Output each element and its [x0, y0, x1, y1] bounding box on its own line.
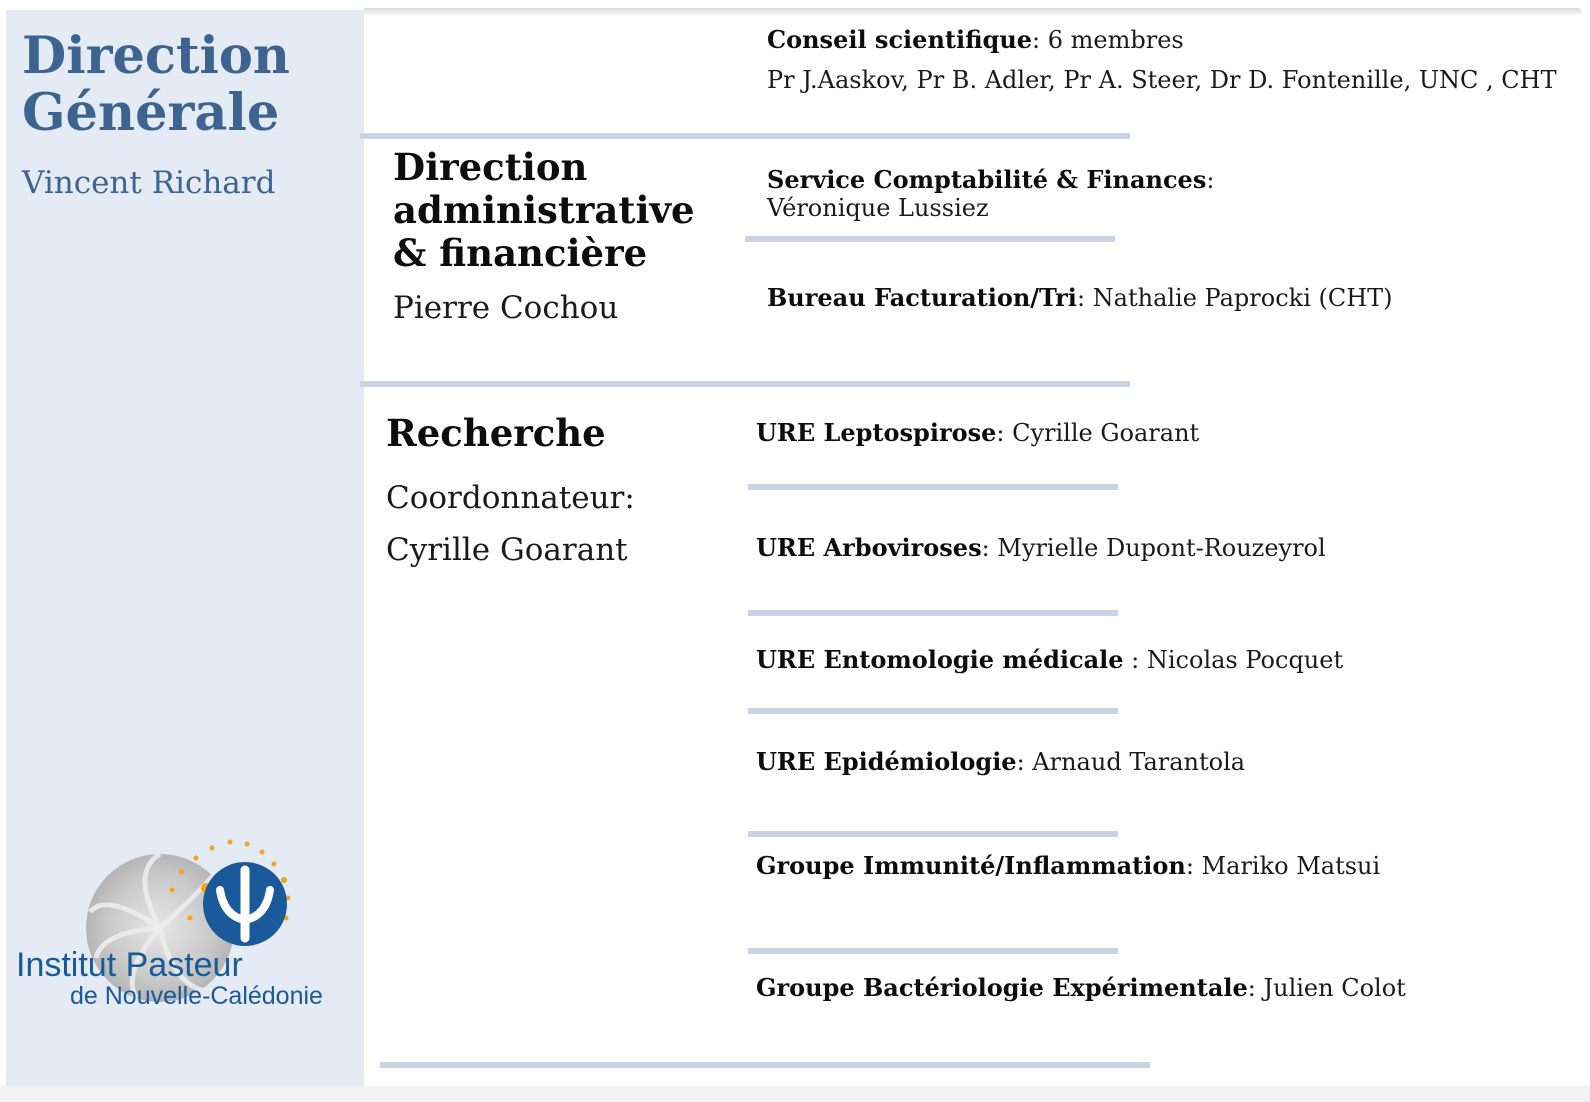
research-unit-label: Groupe Immunité/Inflammation — [756, 851, 1186, 880]
research-unit-value: : Nicolas Pocquet — [1123, 646, 1344, 674]
daf-title: Direction administrative & financière — [393, 145, 695, 275]
research-unit-label: URE Arboviroses — [756, 533, 982, 562]
research-unit-label: Groupe Bactériologie Expérimentale — [756, 973, 1248, 1002]
conseil-members: Pr J.Aaskov, Pr B. Adler, Pr A. Steer, Dr D. Fontenille, UNC , CHT — [767, 66, 1557, 94]
institut-pasteur-logo-mark — [12, 832, 352, 1022]
daf-item-label: Bureau Facturation/Tri — [767, 283, 1077, 312]
research-unit-value: : Julien Colot — [1247, 974, 1406, 1002]
conseil-scientifique — [767, 26, 1184, 54]
recherche-title: Recherche — [386, 411, 606, 455]
divider-bottom — [380, 1062, 1150, 1068]
research-unit-value: : Arnaud Tarantola — [1016, 748, 1246, 776]
divider-unit — [748, 610, 1118, 616]
header-shadow — [362, 8, 1582, 16]
research-unit — [756, 748, 1245, 776]
divider-unit — [748, 484, 1118, 490]
research-unit-label: URE Entomologie médicale — [756, 645, 1124, 674]
research-unit — [756, 974, 1406, 1002]
research-unit — [756, 534, 1326, 562]
daf-item-value: : Véronique Lussiez — [767, 166, 1215, 222]
bottom-bar — [0, 1086, 1590, 1102]
institut-pasteur-logo — [12, 832, 352, 1022]
research-unit-value: : Myrielle Dupont-Rouzeyrol — [981, 534, 1326, 562]
daf-item-label: Service Comptabilité & Finances — [767, 165, 1207, 194]
daf-item-value: : Nathalie Paprocki (CHT) — [1076, 284, 1393, 312]
research-unit-value: : Cyrille Goarant — [996, 419, 1200, 447]
research-unit — [756, 419, 1199, 447]
divider-conseil — [360, 133, 1130, 139]
research-unit — [756, 646, 1343, 674]
divider-unit — [748, 948, 1118, 954]
divider-daf — [360, 381, 1130, 387]
research-unit — [756, 852, 1380, 880]
logo-line2: de Nouvelle-Calédonie — [70, 982, 323, 1010]
direction-generale-title: Direction Générale — [22, 26, 290, 143]
conseil-label: Conseil scientifique — [767, 25, 1033, 54]
direction-generale-name: Vincent Richard — [22, 165, 276, 201]
daf-item — [767, 166, 1327, 222]
daf-item — [767, 284, 1393, 312]
recherche-coordinator-name: Cyrille Goarant — [386, 532, 628, 568]
divider-daf-item — [745, 236, 1115, 242]
daf-name: Pierre Cochou — [393, 290, 619, 326]
logo-line1: Institut Pasteur — [16, 946, 243, 984]
research-unit-label: URE Leptospirose — [756, 418, 997, 447]
research-unit-label: URE Epidémiologie — [756, 747, 1017, 776]
divider-unit — [748, 708, 1118, 714]
conseil-value: : 6 membres — [1032, 26, 1184, 54]
recherche-coordinator-label: Coordonnateur: — [386, 480, 635, 516]
research-unit-value: : Mariko Matsui — [1185, 852, 1381, 880]
divider-unit — [748, 831, 1118, 837]
